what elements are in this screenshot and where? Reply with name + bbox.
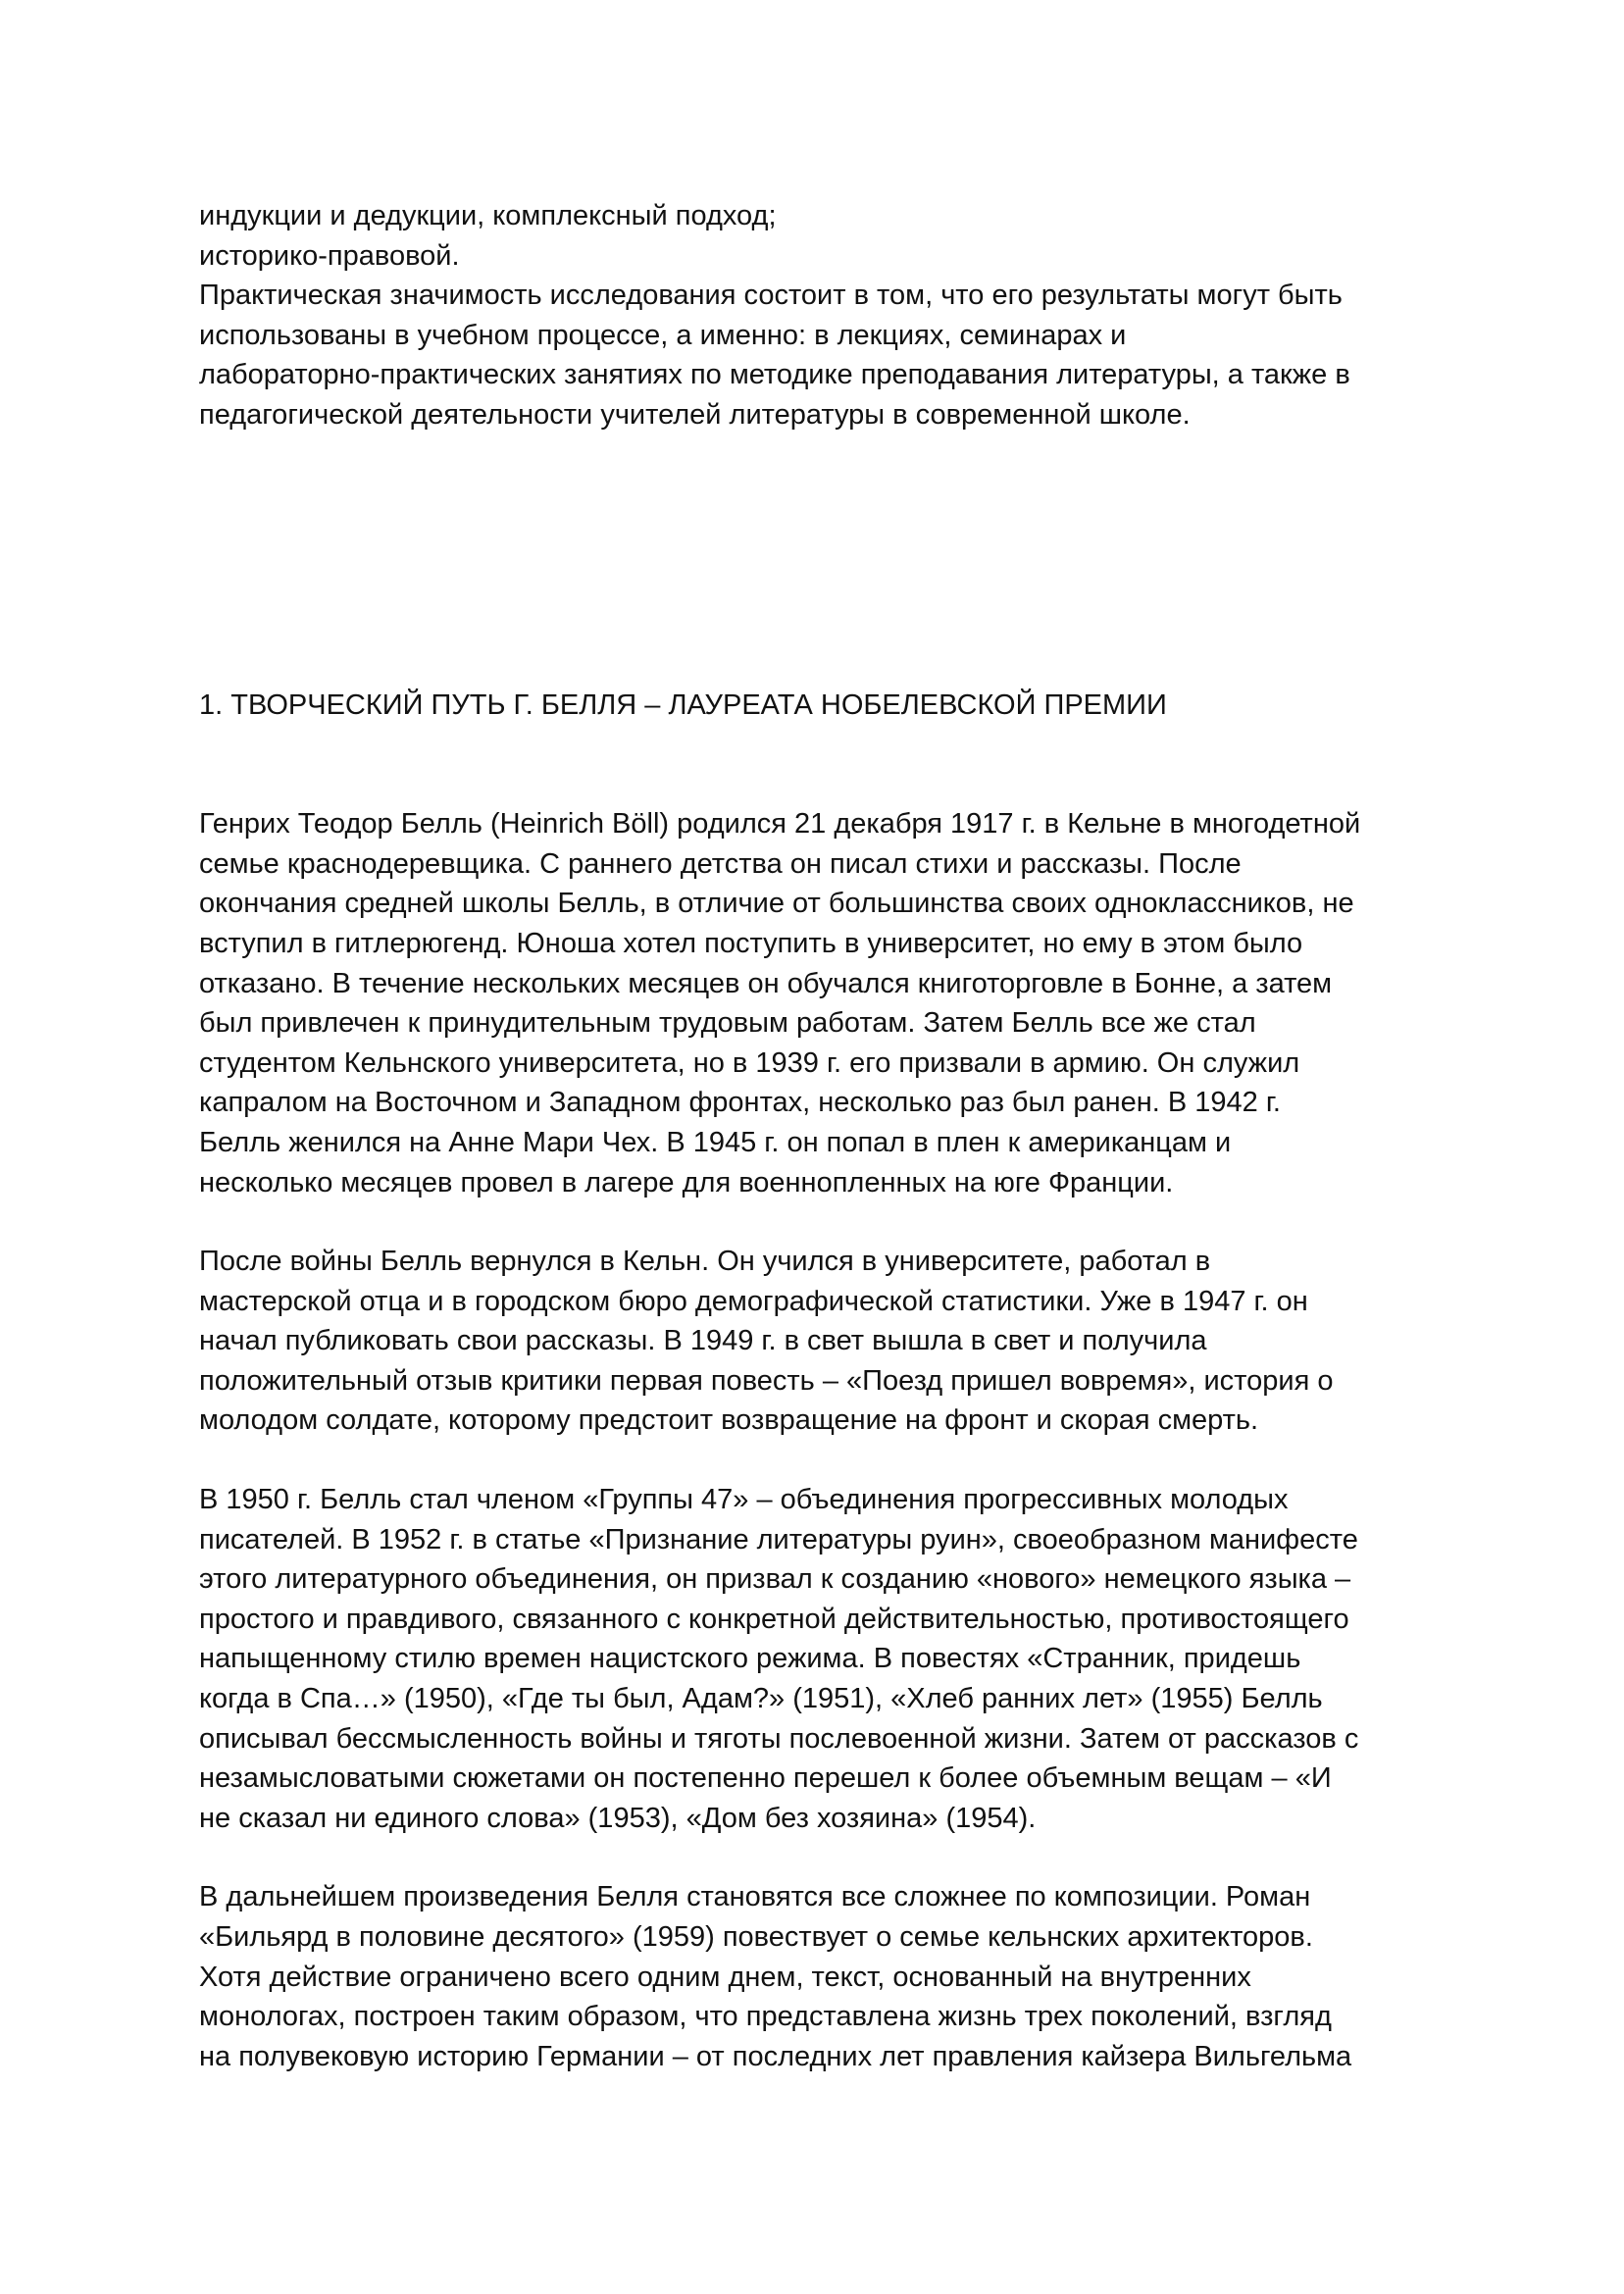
paragraph-line: отказано. В течение нескольких месяцев он обучался книготорговле в Бонне, а затем <box>199 967 1333 999</box>
paragraph-line: напыщенному стилю времен нацистского режима. В повестях «Странник, придешь <box>199 1643 1301 1675</box>
intro-line: индукции и дедукции, комплексный подход; <box>199 200 777 231</box>
paragraph-1 <box>199 804 1445 1202</box>
paragraph-line: на полувековую историю Германии – от последних лет правления кайзера Вильгельма <box>199 2040 1352 2072</box>
chapter-heading: 1. ТВОРЧЕСКИЙ ПУТЬ Г. БЕЛЛЯ – ЛАУРЕАТА НОБЕЛЕВСКОЙ ПРЕМИИ <box>199 688 1167 721</box>
paragraph-line: положительный отзыв критики первая повесть – «Поезд пришел вовремя», история о <box>199 1364 1334 1397</box>
paragraph-line: незамысловатыми сюжетами он постепенно перешел к более объемным вещам – «И <box>199 1762 1332 1795</box>
paragraph-line: Генрих Теодор Белль (Heinrich Böll) родился 21 декабря 1917 г. в Кельне в многодетной <box>199 808 1361 841</box>
intro-line: историко-правовой. <box>199 239 460 272</box>
spacer <box>199 1838 1445 1877</box>
paragraph-line: начал публиковать свои рассказы. В 1949 г. в свет вышла в свет и получила <box>199 1325 1207 1357</box>
paragraph-3 <box>199 1480 1445 1838</box>
paragraph-line: В дальнейшем произведения Белля становятся все сложнее по композиции. Роман <box>199 1881 1311 1913</box>
paragraph-line: семье краснодеревщика. С раннего детства он писал стихи и рассказы. После <box>199 847 1242 880</box>
paragraph-line: несколько месяцев провел в лагере для военнопленных на юге Франции. <box>199 1166 1174 1198</box>
paragraph-line: писателей. В 1952 г. в статье «Признание литературы руин», своеобразном манифесте <box>199 1523 1358 1555</box>
paragraph-line: был привлечен к принудительным трудовым работам. Затем Белль все же стал <box>199 1007 1256 1040</box>
paragraph-line: Белль женился на Анне Мари Чех. В 1945 г. он попал в плен к американцам и <box>199 1126 1232 1158</box>
spacer <box>199 435 1445 686</box>
paragraph-line: капралом на Восточном и Западном фронтах, несколько раз был ранен. В 1942 г. <box>199 1087 1281 1119</box>
intro-line: Практическая значимость исследования состоит в том, что его результаты могут быть <box>199 280 1343 312</box>
intro-line: лабораторно-практических занятиях по методике преподавания литературы, а также в <box>199 359 1350 391</box>
paragraph-line: не сказал ни единого слова» (1953), «Дом без хозяина» (1954). <box>199 1802 1037 1834</box>
paragraph-2 <box>199 1242 1445 1441</box>
document-page <box>199 196 1445 2076</box>
spacer <box>199 725 1445 804</box>
paragraph-line: когда в Спа…» (1950), «Где ты был, Адам?» (1951), «Хлеб ранних лет» (1955) Белль <box>199 1683 1323 1715</box>
paragraph-line: монологах, построен таким образом, что представлена жизнь трех поколений, взгляд <box>199 2001 1332 2033</box>
paragraph-line: описывал бессмысленность войны и тяготы послевоенной жизни. Затем от рассказов с <box>199 1722 1359 1755</box>
paragraph-line: «Бильярд в половине десятого» (1959) повествует о семье кельнских архитекторов. <box>199 1921 1313 1953</box>
paragraph-line: студентом Кельнского университета, но в 1939 г. его призвали в армию. Он служил <box>199 1046 1300 1079</box>
spacer <box>199 1202 1445 1242</box>
paragraph-line: Хотя действие ограничено всего одним днем, текст, основанный на внутренних <box>199 1961 1251 1993</box>
paragraph-line: этого литературного объединения, он призвал к созданию «нового» немецкого языка – <box>199 1563 1351 1596</box>
spacer <box>199 1441 1445 1480</box>
paragraph-line: окончания средней школы Белль, в отличие от большинства своих одноклассников, не <box>199 888 1354 920</box>
paragraph-line: мастерской отца и в городском бюро демографической статистики. Уже в 1947 г. он <box>199 1285 1308 1317</box>
paragraph-line: простого и правдивого, связанного с конкретной действительностью, противостоящего <box>199 1603 1349 1635</box>
paragraph-line: молодом солдате, которому предстоит возвращение на фронт и скорая смерть. <box>199 1404 1259 1437</box>
intro-line: использованы в учебном процессе, а именно: в лекциях, семинарах и <box>199 319 1127 351</box>
paragraph-4 <box>199 1877 1445 2076</box>
intro-block <box>199 196 1445 435</box>
intro-line: педагогической деятельности учителей литературы в современной школе. <box>199 398 1191 431</box>
paragraph-line: После войны Белль вернулся в Кельн. Он учился в университете, работал в <box>199 1246 1211 1278</box>
paragraph-line: вступил в гитлерюгенд. Юноша хотел поступить в университет, но ему в этом было <box>199 927 1303 959</box>
paragraph-line: В 1950 г. Белль стал членом «Группы 47» – объединения прогрессивных молодых <box>199 1484 1289 1516</box>
